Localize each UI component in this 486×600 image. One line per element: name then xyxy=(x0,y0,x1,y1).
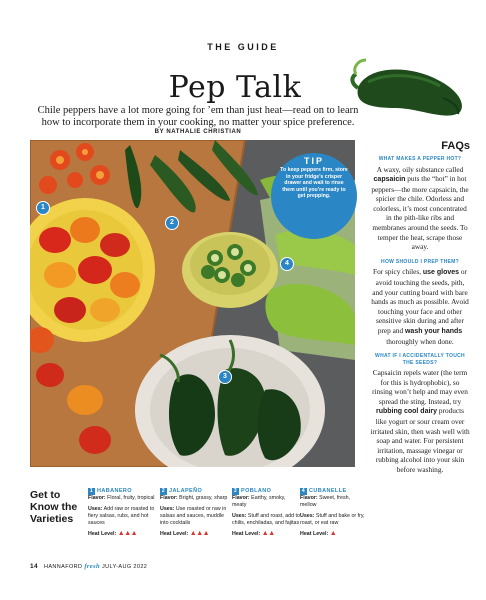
variety-cubanelle: 4 CUBANELLE Flavor: Sweet, fresh, mellow Uses: Stuff and bake or fry, roast, or eat raw Heat Level: ▲ xyxy=(300,488,368,539)
footer-issue: JULY-AUG 2022 xyxy=(102,564,148,570)
heat-level: Heat Level: ▲ xyxy=(300,530,337,538)
flame-icon: ▲ xyxy=(329,530,337,538)
intro-text: Chile peppers have a lot more going for ’em than just heat—read on to learn how to incorporate them in your cooking, no matter your spice preference. xyxy=(37,105,359,128)
poblano-pepper-image xyxy=(348,46,473,141)
variety-flavor: Floral, fruity, tropical xyxy=(107,495,155,502)
page-footer xyxy=(30,563,147,570)
variety-uses: Use roasted or raw in salsas and sauces, muddle into cocktails xyxy=(160,506,227,527)
varieties-heading: Get to Know the Varieties xyxy=(30,489,78,525)
footer-brand-fresh: fresh xyxy=(84,563,101,570)
photo-badge-4: 4 xyxy=(280,257,294,271)
page-title: Pep Talk xyxy=(168,70,302,105)
heat-level: Heat Level: ▲▲▲ xyxy=(88,530,138,538)
faqs-title: FAQs xyxy=(441,140,470,152)
flame-icon: ▲ xyxy=(268,530,275,538)
faq-question-2: HOW SHOULD I PREP THEM? xyxy=(381,258,459,265)
variety-habanero: 1 HABANERO Flavor: Floral, fruity, tropical Uses: Add raw or roasted to fiery salsas, rubs, and hot sauces Heat Level: ▲▲▲ xyxy=(88,488,155,538)
variety-uses: Add raw or roasted to fiery salsas, rubs, and hot sauces xyxy=(88,506,155,527)
faq-answer-1: A waxy, oily substance called capsaicin puts the “hot” in hot peppers—the more capsaicin, the spicier the chile. Odorless and colorless, it’s most concentrated in the pith-like ribs and membranes around the seeds. To temper the heat, scrape those away. xyxy=(371,164,469,252)
variety-jalapeno: 2 JALAPEÑO Flavor: Bright, grassy, sharp Uses: Use roasted or raw in salsas and sauces, muddle into cocktails Heat Level: ▲▲▲ xyxy=(160,488,228,538)
variety-name: 1 HABANERO xyxy=(89,488,132,494)
faq-answer-2: For spicy chiles, use gloves or avoid touching the seeds, pith, and your cutting board with bare hands as much as possible. Avoid touching your face and other sensitive skin during and after prep and wash your hands thoroughly when done. xyxy=(371,267,469,346)
tip-title: TIP xyxy=(303,156,324,166)
heat-level: Heat Level: ▲▲ xyxy=(232,530,275,538)
flame-icon: ▲ xyxy=(189,530,197,538)
faqs-column xyxy=(370,140,470,475)
footer-brand: HANNAFORD xyxy=(43,564,83,570)
flame-icon: ▲ xyxy=(202,530,210,538)
variety-flavor: Bright, grassy, sharp xyxy=(179,495,228,502)
faq-answer-3: Capsaicin repels water (the term for this is hydrophobic), so rinsing won’t help and may even spread the sting. Instead, try rubbing cool dairy products like yogurt or sour cream over irritated skin, then wash well with soap and water. For persistent irritation, massage vinegar or rubbing alcohol into your skin before washing. xyxy=(370,368,470,475)
variety-name: 3 POBLANO xyxy=(233,488,272,494)
tip-bubble xyxy=(271,153,357,239)
photo-badge-3: 3 xyxy=(218,370,232,384)
flame-icon: ▲ xyxy=(117,530,125,538)
byline: BY NATHALIE CHRISTIAN xyxy=(154,129,242,135)
variety-uses: Stuff and bake or fry, roast, or eat raw xyxy=(300,513,365,527)
variety-flavor: Earthy, smoky, meaty xyxy=(232,495,286,509)
heat-level: Heat Level: ▲▲▲ xyxy=(160,530,210,538)
flame-icon: ▲ xyxy=(261,530,269,538)
variety-name: 4 CUBANELLE xyxy=(301,488,347,494)
flame-icon: ▲ xyxy=(196,530,203,538)
page-number: 14 xyxy=(30,563,39,570)
flame-icon: ▲ xyxy=(124,530,131,538)
faq-question-1: WHAT MAKES A PEPPER HOT? xyxy=(378,156,462,162)
variety-uses: Stuff and roast, add to chilis, enchiladas, and fajitas xyxy=(232,513,300,527)
variety-poblano: 3 POBLANO Flavor: Earthy, smoky, meaty Uses: Stuff and roast, add to chilis, enchiladas, and fajitas Heat Level: ▲▲ xyxy=(232,488,300,538)
section-label: THE GUIDE xyxy=(207,42,279,52)
photo-badge-2: 2 xyxy=(165,216,179,230)
variety-flavor: Sweet, fresh, mellow xyxy=(300,495,351,509)
photo-badge-1: 1 xyxy=(36,201,50,215)
variety-name: 2 JALAPEÑO xyxy=(161,488,203,494)
tip-text: To keep peppers firm, store in your fridge’s crisper drawer and wait to rinse them until you’re ready to get prepping. xyxy=(280,167,348,200)
faq-question-3: WHAT IF I ACCIDENTALLY TOUCH THE SEEDS? xyxy=(375,353,465,366)
flame-icon: ▲ xyxy=(130,530,138,538)
